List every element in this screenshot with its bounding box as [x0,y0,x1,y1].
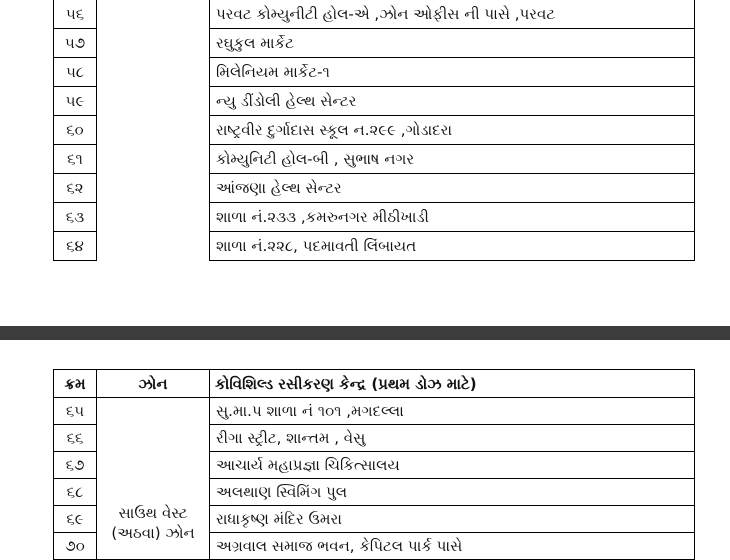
zone-cell [97,0,210,261]
serial-number: ૬૭ [54,452,97,479]
center-name: રાધાકૃષ્ણ મંદિર ઉમરા [210,506,695,533]
serial-number: ૬૦ [54,116,97,145]
header-center: કોવિશિલ્ડ રસીકરણ કેન્દ્ર (પ્રથમ ડોઝ માટે) [210,370,695,398]
serial-number: ૫૭ [54,29,97,58]
center-name: રાષ્ટ્રવીર દુર્ગાદાસ સ્કૂલ ન.૨૯૯ ,ગોડાદરા [210,116,695,145]
table-row [54,0,695,29]
center-name: અલથાણ સ્વિમિંગ પુલ [210,479,695,506]
zone-label-line1: સાઉથ વેસ્ટ [118,504,188,522]
table-row [54,398,695,425]
serial-number: ૬૧ [54,145,97,174]
header-serial: ક્રમ [54,370,97,398]
center-name: સુ.મા.પ શાળા નં ૧૦૧ ,મગદલ્લા [210,398,695,425]
center-name: ન્યુ ડીંડોલી હેલ્થ સેન્ટર [210,87,695,116]
page-separator [0,326,730,340]
center-name: કોમ્યુનિટી હોલ-બી , સુભાષ નગર [210,145,695,174]
serial-number: ૬૩ [54,203,97,232]
zone-cell [97,398,210,560]
zone-label-line2: (અઠવા) ઝોન [111,524,195,542]
center-name: આંજણા હેલ્થ સેન્ટર [210,174,695,203]
center-name: રઘુકુલ માર્કેટ [210,29,695,58]
document-page-lower [0,340,730,555]
serial-number: ૫૮ [54,58,97,87]
serial-number: ૬૯ [54,506,97,533]
serial-number: ૫૯ [54,87,97,116]
serial-number: ૬૮ [54,479,97,506]
center-name: અગ્રવાલ સમાજ ભવન, કેપિટલ પાર્ક પાસે [210,533,695,560]
vaccination-centers-table [53,369,695,560]
serial-number: ૬૨ [54,174,97,203]
center-name: આચાર્ય મહાપ્રજ્ઞા ચિકિત્સાલય [210,452,695,479]
table-header-row [54,370,695,398]
serial-number: ૭૦ [54,533,97,560]
center-name: મિલેનિયમ માર્કેટ-૧ [210,58,695,87]
center-name: પરવટ કોમ્યુનીટી હોલ-એ ,ઝોન ઓફીસ ની પાસે ,પરવટ [210,0,695,29]
vaccination-centers-table-continued [53,0,695,261]
serial-number: ૬૪ [54,232,97,261]
serial-number: ૫૬ [54,0,97,29]
center-name: શાળા નં.૨૨૮, પદમાવતી લિંબાયત [210,232,695,261]
serial-number: ૬૫ [54,398,97,425]
center-name: રીગા સ્ટ્રીટ, શાન્તમ , વેસુ [210,425,695,452]
center-name: શાળા નં.૨૩૩ ,કમરુનગર મીઠીખાડી [210,203,695,232]
header-zone: ઝોન [97,370,210,398]
serial-number: ૬૬ [54,425,97,452]
